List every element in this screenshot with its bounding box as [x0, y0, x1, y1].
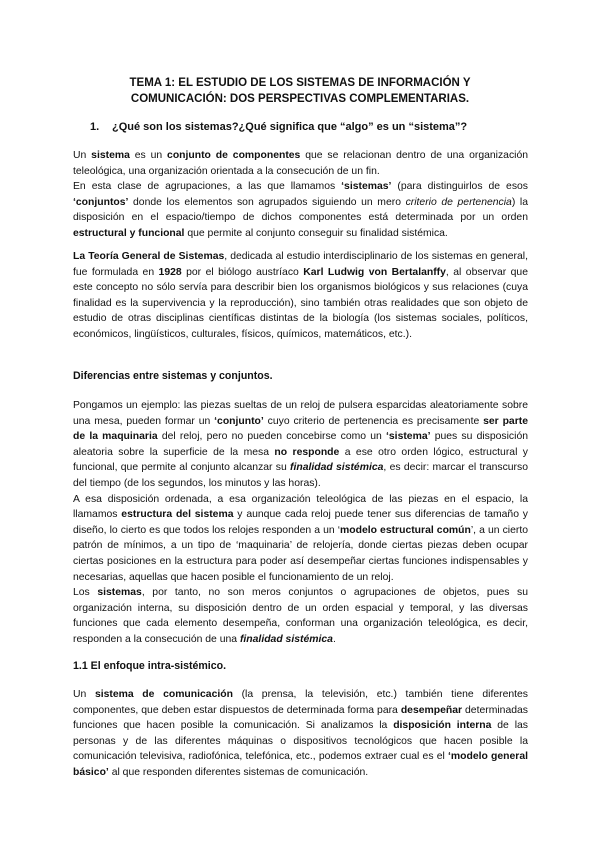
heading-differences: Diferencias entre sistemas y conjuntos.: [73, 370, 273, 382]
paragraph-general-systems-theory: La Teoría General de Sistemas, dedicada al estudio interdisciplinario de los sistemas en general, fue formulada en 1928 por el biólogo austríaco Karl Ludwig von Bertalanffy, al observar que este concepto no sólo servía para describir bien los organismos biológicos y sus relaciones (cuya finalidad es la supervivencia y la reproducción), sino también otras realidades que son objeto de estudio de otras disciplinas científicas distintas de la biología (los sistemas sociales, políticos, económicos, lingüísticos, culturales, físicos, químicos, matemáticos, etc.).: [73, 251, 528, 340]
section-question: [90, 121, 467, 133]
heading-intra-systemic: 1.1 El enfoque intra-sistémico.: [73, 660, 227, 672]
paragraph-definition: Un sistema es un conjunto de componentes que se relacionan dentro de una organización teleológica, una organización orientada a la consecución de un fin. En esta clase de agrupaciones, a las que llamamos ‘sistemas’ (para distinguirlos de esos ‘conjuntos’ donde los elementos son agrupados siguiendo un mero criterio de pertenencia) la disposición en el espacio/tiempo de dichos componentes está determinada por un orden estructural y funcional que permite al conjunto conseguir su finalidad sistémica.: [73, 150, 529, 239]
document-title: TEMA 1: EL ESTUDIO DE LOS SISTEMAS DE INFORMACIÓN Y COMUNICACIÓN: DOS PERSPECTIVAS COMPLEMENTARIAS.: [129, 77, 471, 105]
question-number: 1.: [90, 121, 100, 133]
question-text: ¿Qué son los sistemas?¿Qué significa que “algo” es un “sistema”?: [112, 121, 468, 133]
paragraph-clock-example: Pongamos un ejemplo: las piezas sueltas de un reloj de pulsera esparcidas aleatoriamente sobre una mesa, pueden formar un ‘conjunto’ cuyo criterio de pertenencia es precisamente ser parte de la maquinaria del reloj, pero no pueden concebirse como un ‘sistema’ pues su disposición aleatoria sobre la superficie de la mesa no responde a ese otro orden lógico, estructural y funcional, que permite al conjunto alcanzar su finalidad sistémica, es decir: marcar el transcurso del tiempo (de los segundos, los minutos y las horas). A esa disposición ordenada, a esa organización teleológica de las piezas en el espacio, la llamamos estructura del sistema y aunque cada reloj puede tener sus diferencias de tamaño y diseño, lo cierto es que todos los relojes responden a un ‘modelo estructural común’, a un cierto patrón de mínimos, a un tipo de ‘maquinaria’ de relojería, donde ciertas piezas deben ocupar ciertas posiciones en la estructura para poder así desempeñar ciertas funciones indispensables y necesarias, aquellas que hacen posible el funcionamiento de un reloj. Los sistemas, por tanto, no son meros conjuntos o agrupaciones de objetos, pues su organización interna, su disposición dentro de un orden espacial y temporal, y las diversas funciones que cada elemento desempeña, conforman una organización teleológica, es decir, responden a la consecución de una finalidad sistémica.: [73, 400, 529, 645]
paragraph-communication-system: Un sistema de comunicación (la prensa, la televisión, etc.) también tiene diferentes componentes, que deben estar dispuestos de determinada forma para desempeñar determinadas funciones que hacen posible la comunicación. Si analizamos la disposición interna de las personas y de las diferentes máquinas o dispositivos tecnológicos que hacen posible la comunicación televisiva, radiofónica, telefónica, etc., podemos extraer cual es el ‘modelo general básico’ al que responden diferentes sistemas de comunicación.: [73, 689, 529, 778]
